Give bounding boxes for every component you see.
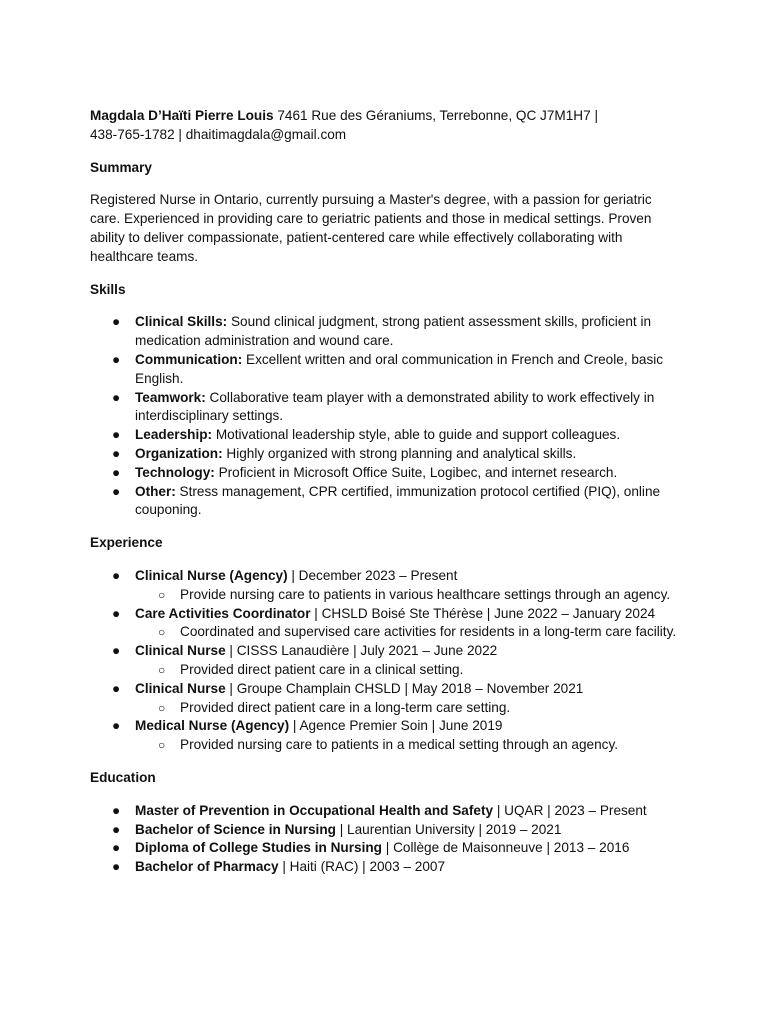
header-line <box>90 107 680 126</box>
skill-label: Organization: <box>135 445 223 461</box>
degree-details: | Haiti (RAC) | 2003 – 2007 <box>278 859 446 875</box>
job-details: | CHSLD Boisé Ste Thérèse | June 2022 – January 2024 <box>310 605 656 621</box>
experience-heading: Experience <box>90 535 163 551</box>
bullet-icon: ● <box>112 821 121 837</box>
list-item <box>90 839 680 858</box>
job-title: Medical Nurse (Agency) <box>135 718 290 734</box>
skill-text: Motivational leadership style, able to guide and support colleagues. <box>212 427 621 443</box>
list-item <box>135 736 680 755</box>
bullet-icon: ● <box>112 464 121 480</box>
job-description: Coordinated and supervised care activities for residents in a long-term care facility. <box>180 624 677 640</box>
job-description: Provided nursing care to patients in a medical setting through an agency. <box>180 737 619 753</box>
bullet-icon: ● <box>112 389 121 405</box>
hollow-bullet-icon: ○ <box>158 625 166 640</box>
degree-details: | UQAR | 2023 – Present <box>493 802 647 818</box>
list-item <box>90 717 680 755</box>
list-item <box>90 642 680 680</box>
bullet-icon: ● <box>112 680 121 696</box>
experience-list <box>90 567 680 755</box>
skill-label: Communication: <box>135 351 243 367</box>
bullet-icon: ● <box>112 802 121 818</box>
job-description: Provide nursing care to patients in various healthcare settings through an agency. <box>180 586 671 602</box>
job-description: Provided direct patient care in a clinical setting. <box>180 661 464 677</box>
list-item <box>90 802 680 821</box>
skill-text: Excellent written and oral communication in French and Creole, basic English. <box>135 351 664 386</box>
list-item <box>90 426 680 445</box>
list-item <box>90 464 680 483</box>
skill-text: Stress management, CPR certified, immunization protocol certified (PIQ), online couponing. <box>135 483 661 518</box>
hollow-bullet-icon: ○ <box>158 662 166 677</box>
job-description: Provided direct patient care in a long-term care setting. <box>180 699 511 715</box>
list-item <box>90 445 680 464</box>
list-item <box>90 389 680 427</box>
list-item <box>90 858 680 877</box>
skill-label: Teamwork: <box>135 389 206 405</box>
job-title: Clinical Nurse <box>135 643 226 659</box>
list-item <box>90 680 680 718</box>
bullet-icon: ● <box>112 605 121 621</box>
bullet-icon: ● <box>112 567 121 583</box>
skill-text: Collaborative team player with a demonstrated ability to work effectively in interdisciplinary settings. <box>135 389 655 424</box>
address: 7461 Rue des Géraniums, Terrebonne, QC J7M1H7 | <box>273 108 598 123</box>
bullet-icon: ● <box>112 840 121 856</box>
list-item <box>90 567 680 605</box>
hollow-bullet-icon: ○ <box>158 700 166 715</box>
list-item <box>135 699 680 718</box>
education-heading: Education <box>90 769 156 785</box>
bullet-icon: ● <box>112 483 121 499</box>
candidate-name: Magdala D’Haïti Pierre Louis <box>90 108 274 123</box>
skill-label: Other: <box>135 483 176 499</box>
job-details: | December 2023 – Present <box>287 567 458 583</box>
job-title: Care Activities Coordinator <box>135 605 311 621</box>
job-title: Clinical Nurse <box>135 680 226 696</box>
list-item <box>90 821 680 840</box>
job-description-list <box>135 661 680 680</box>
list-item <box>135 586 680 605</box>
job-details: | Agence Premier Soin | June 2019 <box>289 718 503 734</box>
summary-text: Registered Nurse in Ontario, currently pursuing a Master's degree, with a passion for geriatric care. Experienced in providing care to geriatric patients and those in medical settings. Proven ability to deliver compassionate, patient-centered care while effectively collaborating with healthcare teams. <box>90 192 652 264</box>
job-description-list <box>135 736 680 755</box>
skill-label: Leadership: <box>135 427 213 443</box>
job-details: | Groupe Champlain CHSLD | May 2018 – November 2021 <box>225 680 584 696</box>
degree-title: Bachelor of Pharmacy <box>135 859 279 875</box>
resume-page <box>90 107 680 877</box>
list-item <box>90 313 680 351</box>
contact-header <box>90 107 680 145</box>
bullet-icon: ● <box>112 643 121 659</box>
hollow-bullet-icon: ○ <box>158 587 166 602</box>
bullet-icon: ● <box>112 427 121 443</box>
hollow-bullet-icon: ○ <box>158 738 166 753</box>
degree-details: | Collège de Maisonneuve | 2013 – 2016 <box>381 840 630 856</box>
bullet-icon: ● <box>112 351 121 367</box>
job-title: Clinical Nurse (Agency) <box>135 567 288 583</box>
job-description-list <box>135 586 680 605</box>
bullet-icon: ● <box>112 859 121 875</box>
bullet-icon: ● <box>112 314 121 330</box>
skill-text: Sound clinical judgment, strong patient assessment skills, proficient in medication administration and wound care. <box>135 314 652 349</box>
list-item <box>90 351 680 389</box>
degree-title: Diploma of College Studies in Nursing <box>135 840 382 856</box>
bullet-icon: ● <box>112 718 121 734</box>
degree-details: | Laurentian University | 2019 – 2021 <box>335 821 562 837</box>
contact-line: 438-765-1782 | dhaitimagdala@gmail.com <box>90 126 347 142</box>
skill-text: Proficient in Microsoft Office Suite, Logibec, and internet research. <box>214 464 618 480</box>
list-item <box>90 483 680 521</box>
skill-label: Technology: <box>135 464 215 480</box>
list-item <box>90 605 680 643</box>
job-description-list <box>135 699 680 718</box>
job-description-list <box>135 623 680 642</box>
degree-title: Bachelor of Science in Nursing <box>135 821 336 837</box>
list-item <box>135 623 680 642</box>
skill-text: Highly organized with strong planning and analytical skills. <box>222 445 577 461</box>
skills-list <box>90 313 680 520</box>
skill-label: Clinical Skills: <box>135 314 228 330</box>
job-details: | CISSS Lanaudière | July 2021 – June 2022 <box>225 643 498 659</box>
education-list <box>90 802 680 877</box>
bullet-icon: ● <box>112 445 121 461</box>
list-item <box>135 661 680 680</box>
skills-heading: Skills <box>90 281 126 297</box>
summary-heading: Summary <box>90 159 152 175</box>
degree-title: Master of Prevention in Occupational Health and Safety <box>135 802 494 818</box>
